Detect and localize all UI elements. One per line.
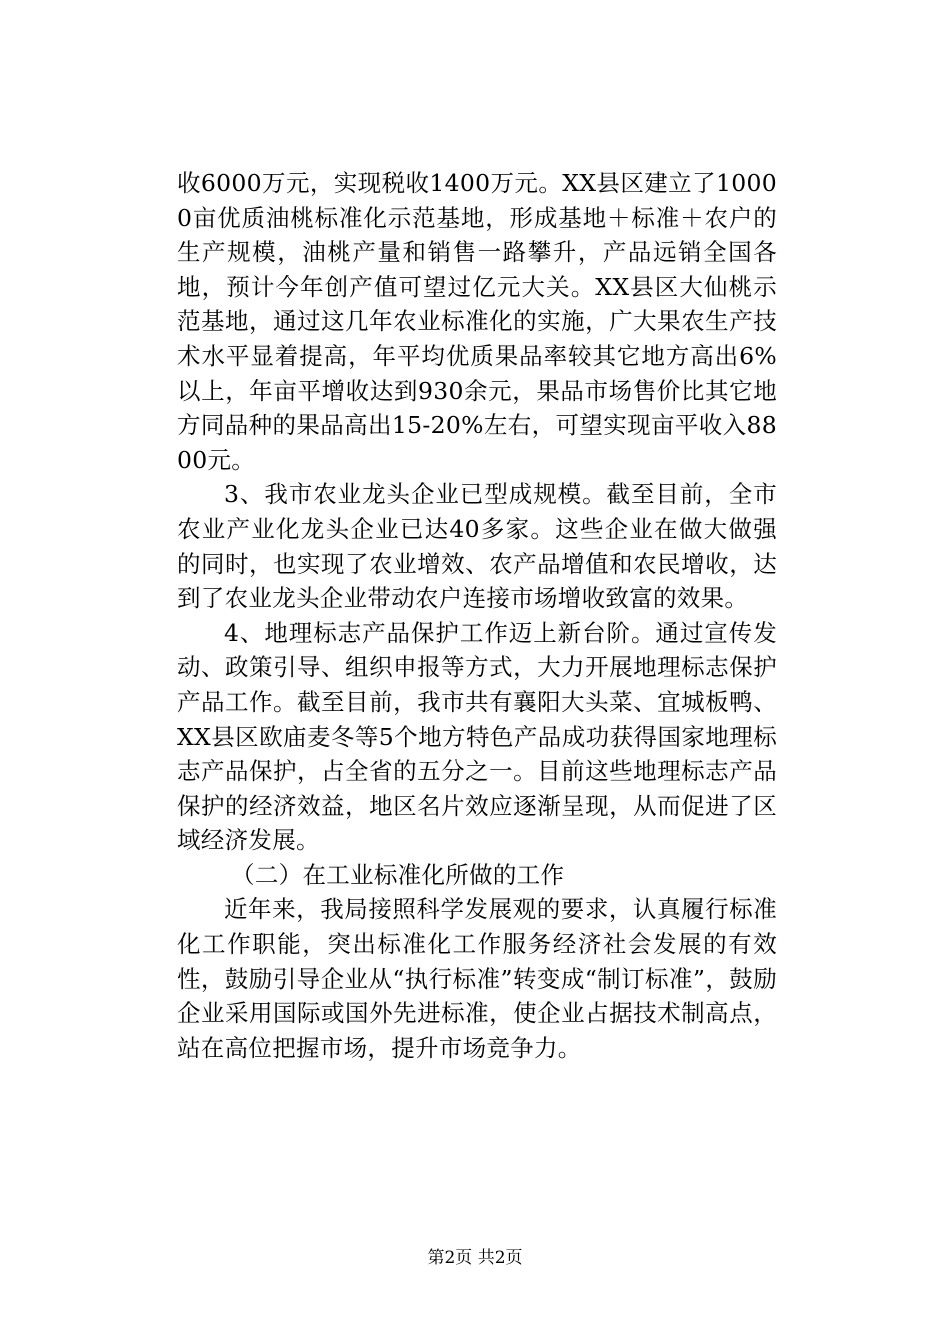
document-body xyxy=(177,166,777,1065)
paragraph-industrial: 近年来，我局接照科学发展观的要求，认真履行标准化工作职能，突出标准化工作服务经济社会发展的有效性，鼓励引导企业从“执行标准”转变成“制订标准”，鼓励企业采用国际或国外先进标准，使企业占据技术制高点，站在高位把握市场，提升市场竞争力。 xyxy=(177,895,777,1062)
section-heading: （二）在工业标准化所做的工作 xyxy=(231,860,565,889)
paragraph-item-4: 4、地理标志产品保护工作迈上新台阶。通过宣传发动、政策引导、组织申报等方式，大力开展地理标志保护产品工作。截至目前，我市共有襄阳大头菜、宜城板鸭、XX县区欧庙麦冬等5个地方特色产品成功获得国家地理标志产品保护，占全省的五分之一。目前这些地理标志产品保护的经济效益，地区名片效应逐渐呈现，从而促进了区域经济发展。 xyxy=(177,618,777,855)
page-number-footer: 第2页 共2页 xyxy=(427,1248,523,1268)
paragraph-continuation: 收6000万元，实现税收1400万元。XX县区建立了10000亩优质油桃标准化示范基地，形成基地＋标准＋农户的生产规模，油桃产量和销售一路攀升，产品远销全国各地，预计今年创产值可望过亿元大关。XX县区大仙桃示范基地，通过这几年农业标准化的实施，广大果农生产技术水平显着提高，年平均优质果品率较其它地方高出6%以上，年亩平增收达到930余元，果品市场售价比其它地方同品种的果品高出15-20%左右，可望实现亩平收入8800元。 xyxy=(177,169,777,474)
paragraph-item-3: 3、我市农业龙头企业已型成规模。截至目前，全市农业产业化龙头企业已达40多家。这些企业在做大做强的同时，也实现了农业增效、农产品增值和农民增收，达到了农业龙头企业带动农户连接市场增收致富的效果。 xyxy=(177,480,777,613)
